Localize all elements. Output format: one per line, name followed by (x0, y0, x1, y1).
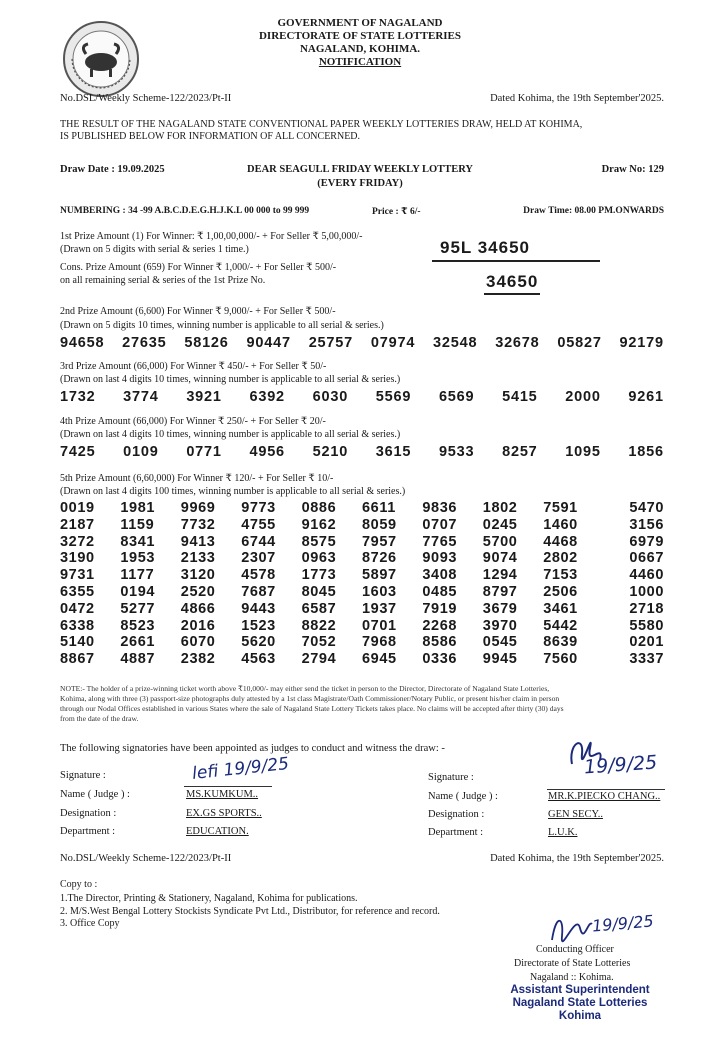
fifth-prize-number: 8726 (362, 550, 397, 567)
fifth-prize-number: 1603 (362, 583, 397, 600)
intro-line-1: THE RESULT OF THE NAGALAND STATE CONVENTIONAL PAPER WEEKLY LOTTERIES DRAW, HELD AT KOHIMA, (60, 119, 583, 130)
fifth-prize-number: 7732 (180, 516, 216, 533)
fifth-prize-number: 2520 (180, 583, 216, 600)
left-designation-label: Designation : (60, 808, 117, 819)
signatories-intro: The following signatories have been appointed as judges to conduct and witness the draw: - (60, 743, 445, 754)
third-prize-number: 2000 (565, 389, 601, 405)
fifth-prize-number: 7968 (362, 634, 397, 651)
third-prize-number: 6569 (438, 389, 475, 405)
fourth-prize-number: 8257 (502, 444, 538, 460)
fifth-prize-number: 8639 (543, 634, 578, 651)
fifth-prize-number: 8575 (301, 533, 337, 550)
fourth-prize-amount: 4th Prize Amount (66,000) For Winner ₹ 250/- + For Seller ₹ 20/- (60, 416, 326, 427)
left-judge-name: MS.KUMKUM.. (186, 789, 259, 800)
fifth-prize-number: 0245 (482, 516, 518, 533)
fourth-prize-numbers (60, 444, 664, 460)
right-signature-line (547, 789, 665, 790)
right-judge-name: MR.K.PIECKO CHANG.. (548, 791, 661, 802)
fourth-prize-rule: (Drawn on last 4 digits 10 times, winning number is applicable to all serial & series.) (60, 429, 401, 440)
fifth-prize-number: 1294 (482, 567, 518, 584)
fifth-prize-number: 2307 (241, 550, 276, 567)
ticket-price: Price : ₹ 6/- (372, 207, 421, 217)
fifth-prize-number: 0667 (629, 550, 664, 567)
note (60, 684, 670, 724)
first-prize-rule: (Drawn on 5 digits with serial & series 1 time.) (60, 244, 249, 255)
right-signature-label: Signature : (428, 772, 474, 783)
fifth-prize-number: 9093 (422, 550, 458, 567)
first-prize-winner: 95L 34650 (432, 238, 600, 262)
fifth-prize-number: 3679 (482, 600, 518, 617)
fifth-prize-number: 8797 (482, 583, 518, 600)
fifth-prize-number: 1953 (120, 550, 156, 567)
footer-reference-number: No.DSL/Weekly Scheme-122/2023/Pt-II (60, 853, 232, 864)
fifth-prize-number: 0707 (422, 516, 458, 533)
copy-to-item: 3. Office Copy (60, 918, 120, 929)
note-line: through our Nodal Offices established in various States where the sale of Nagaland State Lottery Tickets takes place. No claims will be accepted after thirty (30) days (60, 704, 564, 713)
left-judge-signature: lefi 19/9/25 (191, 753, 290, 785)
fifth-prize-number: 3120 (180, 567, 216, 584)
header-government: GOVERNMENT OF NAGALAND (277, 17, 443, 29)
cons-prize-amount: Cons. Prize Amount (659) For Winner ₹ 1,000/- + For Seller ₹ 500/- (60, 262, 337, 273)
fifth-prize-number: 4887 (120, 651, 156, 668)
left-signature-label: Signature : (60, 770, 106, 781)
fifth-prize-number: 0886 (301, 500, 337, 516)
fifth-prize-number: 6355 (60, 583, 95, 600)
fifth-prize-number: 2016 (180, 617, 216, 634)
fifth-prize-number: 5897 (362, 567, 397, 584)
officer-signature-date: 19/9/25 (591, 911, 655, 936)
fifth-prize-number: 3156 (629, 516, 664, 533)
fourth-prize-number: 0109 (123, 444, 159, 460)
fifth-prize-number: 3337 (629, 651, 664, 668)
fifth-prize-number: 0485 (422, 583, 458, 600)
fifth-prize-number: 8059 (362, 516, 397, 533)
fifth-prize-number: 4460 (629, 567, 664, 584)
fifth-prize-number: 2187 (60, 516, 95, 533)
third-prize-amount: 3rd Prize Amount (66,000) For Winner ₹ 450/- + For Seller ₹ 50/- (60, 361, 327, 372)
fifth-prize-number: 4468 (543, 533, 578, 550)
officer-title: Conducting Officer (536, 944, 614, 955)
second-prize-number: 32548 (433, 335, 478, 351)
fifth-prize-number: 5442 (543, 617, 578, 634)
left-department-label: Department : (60, 826, 116, 837)
fifth-prize-number: 1460 (543, 516, 578, 533)
third-prize-number: 1732 (60, 389, 96, 405)
third-prize-number: 6030 (312, 389, 349, 405)
right-department-label: Department : (428, 827, 484, 838)
fifth-prize-number: 9836 (422, 500, 458, 516)
second-prize-number: 90447 (246, 335, 291, 351)
officer-signature-scribble-icon (546, 910, 594, 946)
fifth-prize-number: 2802 (543, 550, 578, 567)
note-line: NOTE:- The holder of a prize-winning ticket worth above ₹10,000/- may either send the ticket in person to the Director, Directorate of Nagaland State Lotteries, (60, 684, 550, 693)
fifth-prize-number: 4563 (241, 651, 276, 668)
draw-date: Draw Date : 19.09.2025 (60, 164, 165, 175)
fifth-prize-number: 6611 (362, 500, 396, 516)
stamp-line: Nagaland State Lotteries (512, 997, 648, 1009)
fourth-prize-number: 5210 (312, 444, 349, 460)
fifth-prize-number: 9162 (301, 516, 337, 533)
left-judge-department: EDUCATION. (186, 826, 249, 837)
fourth-prize-number: 0771 (186, 444, 222, 460)
fifth-prize-number: 1802 (482, 500, 518, 516)
copy-to-title: Copy to : (60, 879, 98, 890)
fourth-prize-number: 7425 (60, 444, 96, 460)
draw-number: Draw No: 129 (601, 164, 664, 175)
fifth-prize-number: 5277 (120, 600, 156, 617)
lottery-subtitle: (EVERY FRIDAY) (317, 178, 403, 189)
fifth-prize-number: 1773 (301, 567, 337, 584)
lottery-name: DEAR SEAGULL FRIDAY WEEKLY LOTTERY (246, 164, 474, 175)
left-name-label: Name ( Judge ) : (60, 789, 130, 800)
fifth-prize-number: 3272 (60, 533, 95, 550)
right-judge-department: L.U.K. (548, 827, 578, 838)
fifth-prize-number: 0019 (60, 500, 95, 516)
fifth-prize-number: 3408 (422, 567, 458, 584)
fifth-prize-number: 6979 (629, 533, 664, 550)
right-signature-scribble-icon (560, 724, 610, 774)
fourth-prize-number: 1856 (628, 444, 664, 460)
fourth-prize-number: 3615 (375, 444, 412, 460)
fifth-prize-number: 0701 (362, 617, 397, 634)
fifth-prize-number: 5580 (629, 617, 664, 634)
second-prize-rule: (Drawn on 5 digits 10 times, winning number is applicable to all serial & series.) (60, 320, 384, 331)
header-directorate: DIRECTORATE OF STATE LOTTERIES (258, 30, 462, 42)
copy-to-item: 1.The Director, Printing & Stationery, Nagaland, Kohima for publications. (60, 893, 358, 904)
draw-time: Draw Time: 08.00 PM.ONWARDS (523, 206, 664, 216)
third-prize-numbers (60, 389, 664, 405)
fifth-prize-number: 2382 (180, 651, 216, 668)
fifth-prize-number: 8523 (120, 617, 156, 634)
fifth-prize-number: 2661 (120, 634, 156, 651)
fifth-prize-number: 9731 (60, 567, 95, 584)
fifth-prize-number: 2133 (180, 550, 216, 567)
third-prize-number: 3774 (123, 389, 159, 405)
fifth-prize-number: 4578 (241, 567, 276, 584)
second-prize-number: 58126 (184, 335, 229, 351)
right-judge-signature: 19/9/25 (583, 751, 658, 779)
fifth-prize-number: 5140 (60, 634, 95, 651)
officer-place: Nagaland :: Kohima. (530, 972, 614, 983)
first-prize-amount: 1st Prize Amount (1) For Winner: ₹ 1,00,00,000/- + For Seller ₹ 5,00,000/- (60, 231, 363, 242)
stamp-line: Assistant Superintendent (510, 984, 650, 996)
fifth-prize-number: 7919 (422, 600, 458, 617)
fifth-prize-number: 1937 (362, 600, 397, 617)
footer-dated: Dated Kohima, the 19th September'2025. (490, 853, 664, 864)
fifth-prize-number: 9969 (180, 500, 216, 516)
fifth-prize-number: 9074 (482, 550, 518, 567)
fifth-prize-number: 3970 (482, 617, 518, 634)
fifth-prize-number: 9443 (241, 600, 276, 617)
fifth-prize-number: 8586 (422, 634, 458, 651)
right-judge-designation: GEN SECY.. (548, 809, 603, 820)
cons-prize-rule: on all remaining serial & series of the 1st Prize No. (60, 275, 266, 286)
fifth-prize-number: 2268 (422, 617, 458, 634)
second-prize-number: 92179 (619, 335, 664, 351)
third-prize-number: 9261 (628, 389, 664, 405)
fifth-prize-number: 6945 (362, 651, 397, 668)
stamp-line: Kohima (558, 1010, 602, 1022)
reference-number: No.DSL/Weekly Scheme-122/2023/Pt-II (60, 93, 232, 104)
copy-to-item: 2. M/S.West Bengal Lottery Stockists Syndicate Pvt Ltd., Distributor, for reference and record. (60, 906, 440, 917)
third-prize-number: 5415 (502, 389, 538, 405)
right-designation-label: Designation : (428, 809, 485, 820)
fifth-prize-number: 7153 (543, 567, 578, 584)
right-name-label: Name ( Judge ) : (428, 791, 498, 802)
fifth-prize-number: 5700 (482, 533, 518, 550)
fifth-prize-rule: (Drawn on last 4 digits 100 times, winning number is applicable to all serial & series.) (60, 486, 406, 497)
fifth-prize-number: 7765 (422, 533, 458, 550)
note-line: from the date of the draw. (60, 714, 139, 723)
fourth-prize-number: 1095 (565, 444, 601, 460)
fifth-prize-number: 0545 (482, 634, 518, 651)
fifth-prize-number: 2718 (629, 600, 664, 617)
fifth-prize-number: 2794 (301, 651, 337, 668)
fifth-prize-number: 8867 (60, 651, 95, 668)
fifth-prize-number: 0472 (60, 600, 95, 617)
fifth-prize-number: 0194 (120, 583, 156, 600)
second-prize-number: 25757 (308, 335, 354, 351)
fifth-prize-number: 2506 (543, 583, 578, 600)
officer-organization: Directorate of State Lotteries (514, 958, 631, 969)
fifth-prize-number: 5620 (241, 634, 276, 651)
fifth-prize-number: 9413 (180, 533, 216, 550)
fifth-prize-number: 8341 (120, 533, 156, 550)
fifth-prize-number: 4866 (180, 600, 216, 617)
second-prize-numbers (60, 335, 664, 351)
fifth-prize-number: 7052 (301, 634, 337, 651)
fifth-prize-number: 1981 (120, 500, 156, 516)
fifth-prize-number: 1159 (120, 516, 155, 533)
fifth-prize-number: 7687 (241, 583, 276, 600)
third-prize-number: 6392 (249, 389, 285, 405)
header-location: NAGALAND, KOHIMA. (299, 43, 421, 55)
fifth-prize-number: 3190 (60, 550, 95, 567)
second-prize-number: 27635 (122, 335, 167, 351)
third-prize-number: 3921 (186, 389, 222, 405)
cons-prize-number: 34650 (484, 272, 540, 295)
fourth-prize-number: 4956 (249, 444, 285, 460)
fifth-prize-number: 8822 (301, 617, 337, 634)
fifth-prize-amount: 5th Prize Amount (6,60,000) For Winner ₹ 120/- + For Seller ₹ 10/- (60, 473, 334, 484)
header-notification: NOTIFICATION (318, 56, 402, 68)
fifth-prize-number: 0336 (422, 651, 458, 668)
fifth-prize-number: 4755 (241, 516, 276, 533)
numbering: NUMBERING : 34 -99 A.B.C.D.E.G.H.J.K.L 00 000 to 99 999 (60, 206, 310, 216)
fifth-prize-numbers (60, 500, 664, 668)
fifth-prize-number: 7591 (543, 500, 578, 516)
third-prize-number: 5569 (375, 389, 412, 405)
fifth-prize-number: 5470 (629, 500, 664, 516)
fifth-prize-number: 1523 (241, 617, 276, 634)
fifth-prize-number: 0963 (301, 550, 337, 567)
officer-stamp (500, 984, 660, 1023)
left-signature-line (184, 786, 272, 787)
fifth-prize-number: 0201 (629, 634, 664, 651)
fifth-prize-number: 6070 (180, 634, 216, 651)
second-prize-number: 32678 (495, 335, 540, 351)
note-line: Kohima, along with three (3) passport-size photographs duly attested by a 1st class Magistrate/Oath Commissioner/Notary Public, or present his/her claim in person (60, 694, 560, 703)
fifth-prize-number: 7957 (362, 533, 397, 550)
second-prize-number: 07974 (370, 335, 416, 351)
second-prize-number: 94658 (60, 335, 105, 351)
fifth-prize-number: 9945 (482, 651, 518, 668)
fifth-prize-number: 9773 (241, 500, 276, 516)
left-judge-designation: EX.GS SPORTS.. (186, 808, 262, 819)
second-prize-amount: 2nd Prize Amount (6,600) For Winner ₹ 9,000/- + For Seller ₹ 500/- (60, 306, 336, 317)
intro-line-2: IS PUBLISHED BELOW FOR INFORMATION OF ALL CONCERNED. (60, 131, 361, 142)
fifth-prize-number: 7560 (543, 651, 578, 668)
fifth-prize-number: 8045 (301, 583, 337, 600)
fifth-prize-number: 6338 (60, 617, 95, 634)
fifth-prize-number: 6587 (301, 600, 337, 617)
dated: Dated Kohima, the 19th September'2025. (490, 93, 664, 104)
second-prize-number: 05827 (557, 335, 602, 351)
fifth-prize-number: 6744 (241, 533, 276, 550)
third-prize-rule: (Drawn on last 4 digits 10 times, winning number is applicable to all serial & series.) (60, 374, 401, 385)
fifth-prize-number: 1000 (629, 583, 664, 600)
fifth-prize-number: 1177 (120, 567, 155, 584)
fifth-prize-number: 3461 (543, 600, 578, 617)
fourth-prize-number: 9533 (438, 444, 475, 460)
